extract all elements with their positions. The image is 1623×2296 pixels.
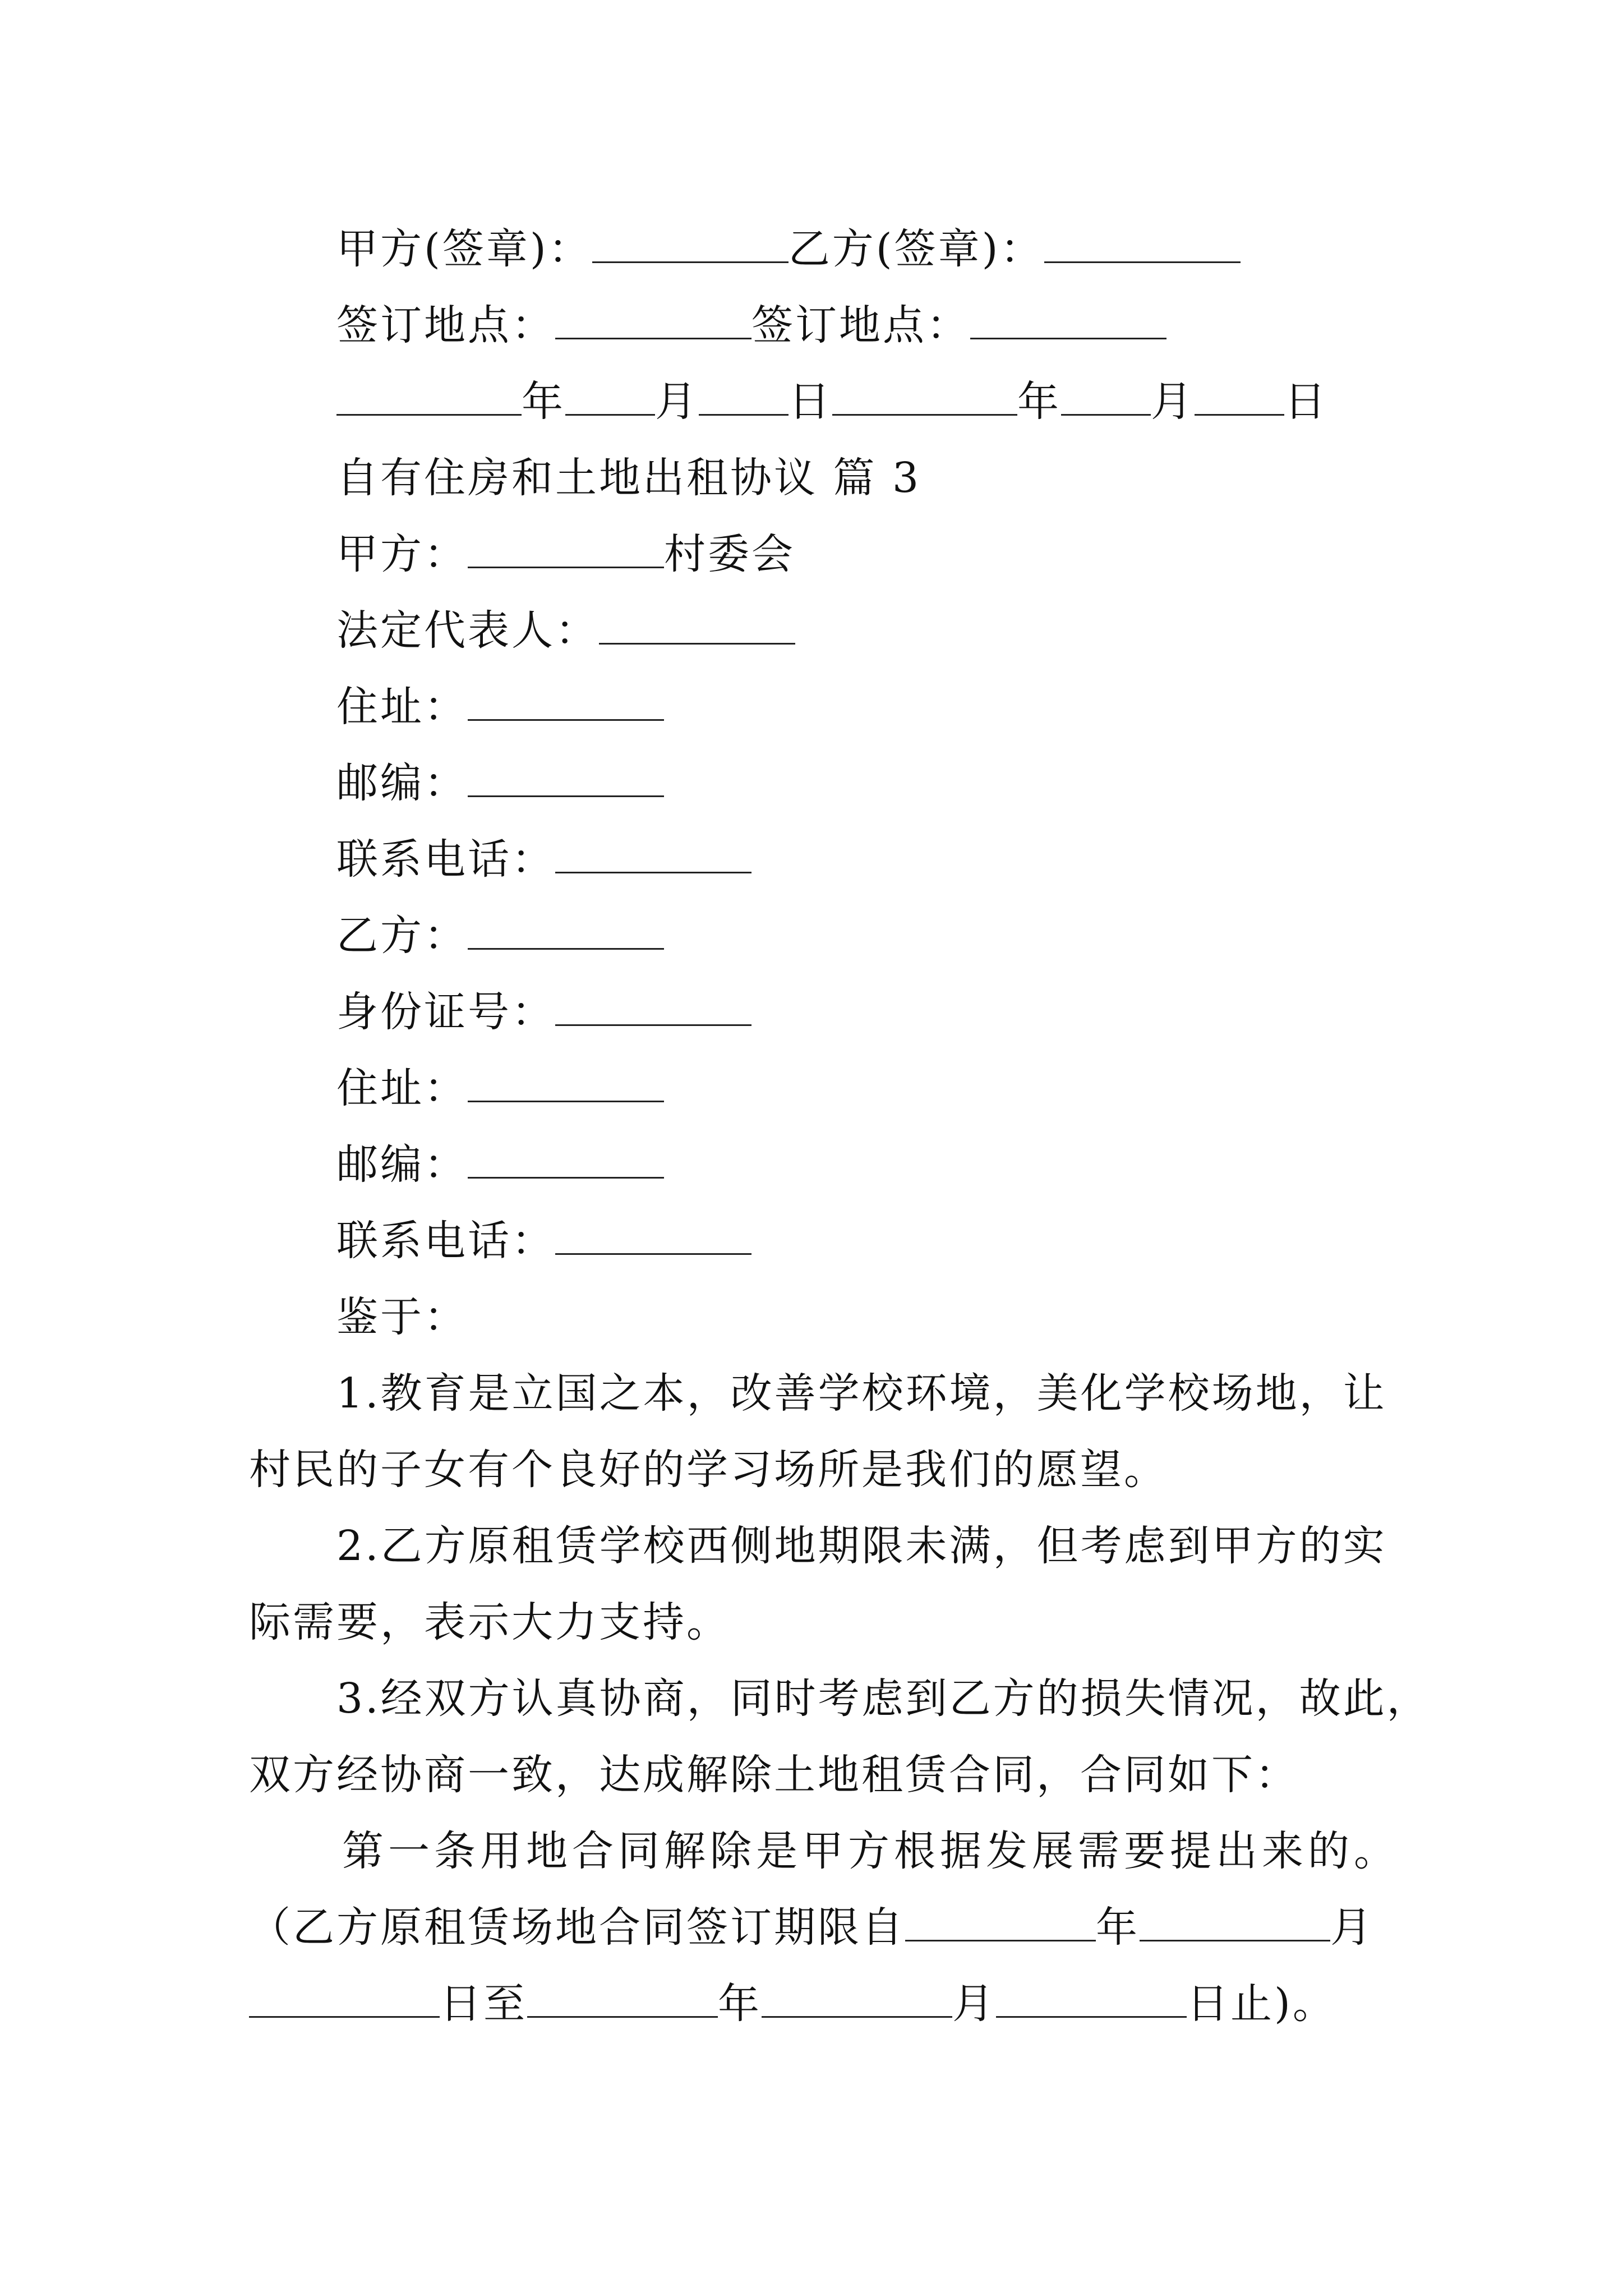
clause-1-line-2: 村民的子女有个良好的学习场所是我们的愿望。 [249, 1446, 1168, 1494]
sign-place-b-label: 签订地点： [751, 301, 970, 349]
sign-place-a-label: 签订地点： [336, 301, 555, 349]
section-title: 自有住房和土地出租协议 篇 3 [336, 454, 921, 502]
article-1-end: 日止)。 [1187, 1980, 1336, 2028]
article-1-year-blank[interactable] [905, 1906, 1096, 1941]
party-b-address-label: 住址： [336, 1064, 468, 1112]
clause-3-line-1: 3.经双方认真协商，同时考虑到乙方的损失情况，故此， [336, 1674, 1431, 1723]
party-b-id-line [336, 985, 751, 1039]
date-a-month: 月 [655, 378, 699, 426]
article-1-day-to: 日至 [440, 1980, 527, 2028]
party-a-address-blank[interactable] [468, 685, 664, 721]
party-b-label: 乙方： [336, 912, 468, 960]
party-a-blank[interactable] [468, 533, 664, 568]
whereas-heading: 鉴于： [336, 1293, 468, 1341]
legal-rep-label: 法定代表人： [336, 606, 599, 655]
date-a-year: 年 [522, 378, 565, 426]
date-b-day: 日 [1284, 378, 1328, 426]
date-b-day-blank[interactable] [1195, 380, 1284, 416]
article-1-month-blank[interactable] [1140, 1906, 1330, 1941]
party-b-line [336, 909, 664, 963]
article-1-month: 月 [1330, 1903, 1374, 1952]
article-1-month2-blank[interactable] [762, 1982, 952, 2018]
party-b-phone-label: 联系电话： [336, 1217, 555, 1265]
clause-2-line-1: 2.乙方原租赁学校西侧地期限未满，但考虑到甲方的实 [336, 1522, 1387, 1570]
article-1-line-1: 第一条用地合同解除是甲方根据发展需要提出来的。 [342, 1827, 1400, 1875]
party-b-sign-label: 乙方(签章)： [788, 225, 1044, 273]
party-a-suffix: 村委会 [664, 530, 795, 578]
signature-line [336, 222, 1241, 276]
party-b-postcode-blank[interactable] [468, 1143, 664, 1179]
article-1-year2: 年 [718, 1980, 762, 2028]
date-b-month-blank[interactable] [1061, 380, 1151, 416]
party-b-blank[interactable] [468, 914, 664, 950]
party-a-phone-line [336, 832, 751, 886]
sign-place-b-blank[interactable] [970, 304, 1166, 339]
party-a-sign-blank[interactable] [592, 228, 789, 263]
clause-3-line-2: 双方经协商一致，达成解除土地租赁合同，合同如下： [249, 1751, 1299, 1799]
date-a-day: 日 [789, 378, 832, 426]
article-1-year2-blank[interactable] [527, 1982, 718, 2018]
party-b-id-blank[interactable] [555, 991, 751, 1026]
date-line [336, 375, 1328, 429]
article-1-day-blank[interactable] [249, 1982, 440, 2018]
party-b-postcode-line [336, 1138, 664, 1191]
date-a-month-blank[interactable] [565, 380, 655, 416]
sign-place-a-blank[interactable] [555, 304, 751, 339]
date-b-month: 月 [1151, 378, 1195, 426]
article-1-month2: 月 [952, 1980, 996, 2028]
party-b-phone-blank[interactable] [555, 1220, 751, 1255]
party-b-id-label: 身份证号： [336, 988, 555, 1036]
party-a-sign-label: 甲方(签章)： [336, 225, 592, 273]
party-a-address-label: 住址： [336, 683, 468, 731]
legal-rep-blank[interactable] [599, 609, 795, 645]
party-b-address-line [336, 1061, 664, 1115]
party-a-postcode-label: 邮编： [336, 759, 468, 807]
sign-place-line [336, 298, 1166, 352]
article-1-lease-from: （乙方原租赁场地合同签订期限自 [249, 1903, 905, 1952]
article-1-year: 年 [1096, 1903, 1140, 1952]
party-a-postcode-blank[interactable] [468, 762, 664, 797]
party-a-line [336, 527, 795, 581]
legal-rep-line [336, 604, 795, 657]
article-1-line-2 [249, 1901, 1374, 1954]
party-a-address-line [336, 680, 664, 734]
party-b-sign-blank[interactable] [1044, 228, 1241, 263]
party-a-phone-label: 联系电话： [336, 835, 555, 884]
date-b-year: 年 [1017, 378, 1061, 426]
article-1-day2-blank[interactable] [996, 1982, 1187, 2018]
party-b-postcode-label: 邮编： [336, 1140, 468, 1189]
clause-2-line-2: 际需要，表示大力支持。 [249, 1598, 730, 1646]
party-a-phone-blank[interactable] [555, 838, 751, 873]
party-b-phone-line [336, 1214, 751, 1268]
party-a-label: 甲方： [336, 530, 468, 578]
date-a-year-blank[interactable] [336, 380, 522, 416]
article-1-line-3 [249, 1977, 1336, 2031]
party-b-address-blank[interactable] [468, 1067, 664, 1102]
date-b-year-blank[interactable] [832, 380, 1017, 416]
party-a-postcode-line [336, 756, 664, 810]
clause-1-line-1: 1.教育是立国之本，改善学校环境，美化学校场地，让 [336, 1369, 1387, 1418]
date-a-day-blank[interactable] [699, 380, 789, 416]
